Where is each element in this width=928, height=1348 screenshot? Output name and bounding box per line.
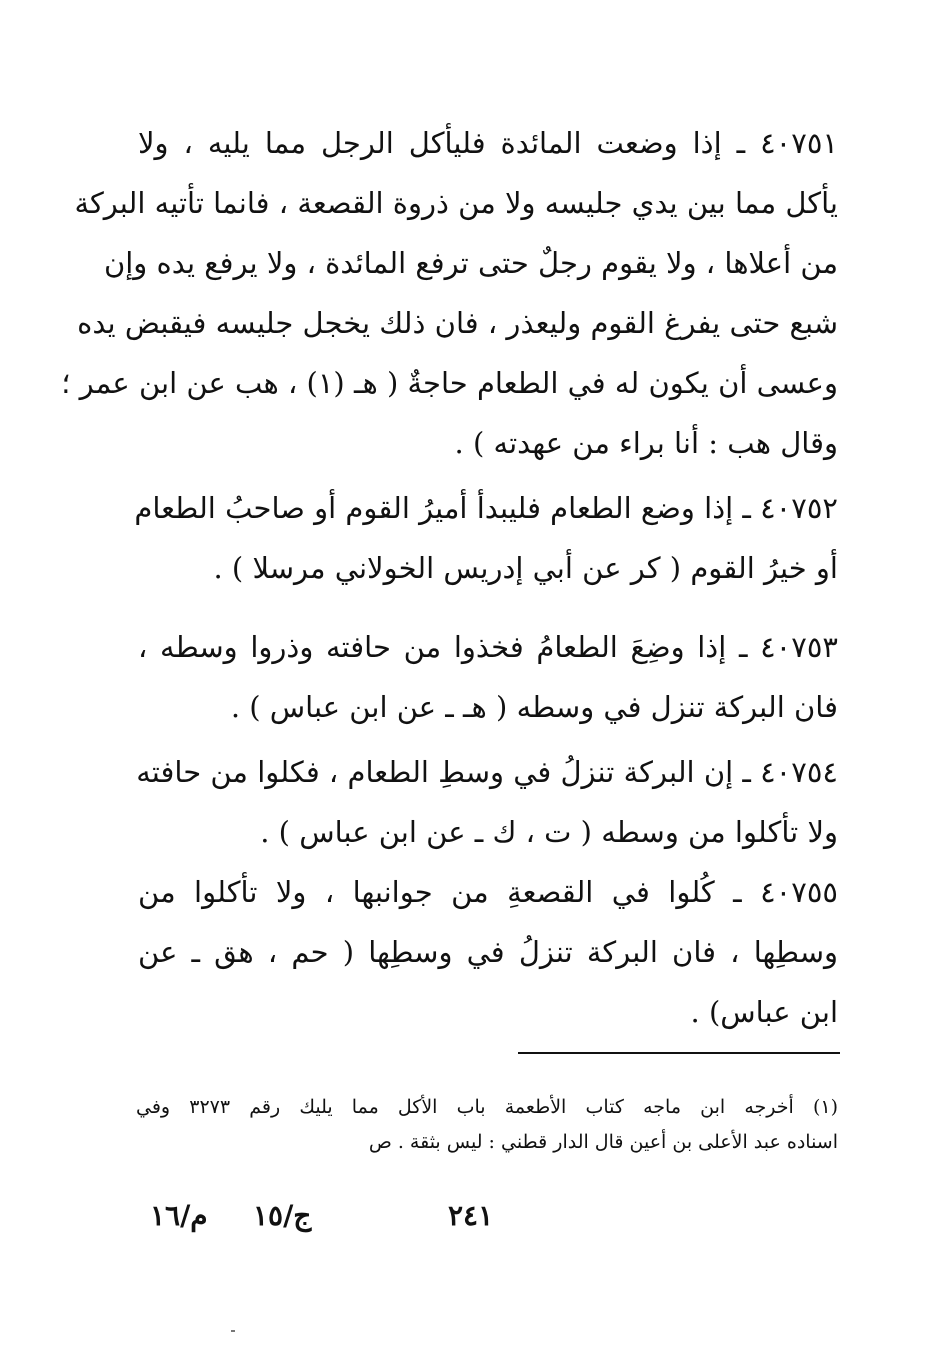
text-line: أو خيرُ القوم ( كر عن أبي إدريس الخولاني مرسلا ) . [213, 551, 838, 585]
text-line: ٤٠٧٥٤ ـ إن البركة تنزلُ في وسطِ الطعام ، فكلوا من حافته [136, 755, 838, 789]
text-line: يأكل مما بين يدي جليسه ولا من ذروة القصعة ، فانما تأتيه البركة [74, 186, 838, 220]
text-line: ٤٠٧٥٣ ـ إذا وضِعَ الطعامُ فخذوا من حافته وذروا وسطه ، [138, 630, 838, 664]
scan-speck [231, 1330, 235, 1332]
footnote-line: (١) أخرجه ابن ماجه كتاب الأطعمة باب الأكل مما يليك رقم ٣٢٧٣ وفي [136, 1096, 839, 1118]
footnote-line: اسناده عبد الأعلى بن أعين قال الدار قطني : ليس بثقة . ص [368, 1131, 838, 1153]
text-line: شبع حتى يفرغ القوم وليعذر ، فان ذلك يخجل جليسه فيقبض يده [77, 306, 838, 340]
footnote-divider [518, 1052, 840, 1054]
text-line: ٤٠٧٥٢ ـ إذا وضع الطعام فليبدأ أميرُ القوم أو صاحبُ الطعام [134, 491, 838, 525]
text-line: وقال هب : أنا براء من عهدته ) . [454, 426, 838, 460]
volume-marker: ج/١٥ [253, 1199, 312, 1232]
signature-marker: م/١٦ [150, 1199, 208, 1232]
text-line: ٤٠٧٥١ ـ إذا وضعت المائدة فليأكل الرجل مما يليه ، ولا [138, 126, 838, 160]
text-line: فان البركة تنزل في وسطه ( هـ ـ عن ابن عباس ) . [230, 690, 838, 724]
text-line: من أعلاها ، ولا يقوم رجلٌ حتى ترفع المائدة ، ولا يرفع يده وإن [103, 246, 838, 280]
text-line: ٤٠٧٥٥ ـ كُلوا في القصعةِ من جوانبها ، ولا تأكلوا من [138, 875, 838, 909]
text-line: ابن عباس) . [690, 995, 838, 1029]
text-line: وسطِها ، فان البركة تنزلُ في وسطِها ( حم ، هق ـ عن [138, 935, 838, 969]
text-line: ولا تأكلوا من وسطه ( ت ، ك ـ عن ابن عباس ) . [260, 815, 838, 849]
text-line: وعسى أن يكون له في الطعام حاجةٌ ( هـ (١) ، هب عن ابن عمر ؛ [61, 366, 838, 400]
page-number: ٢٤١ [448, 1199, 494, 1232]
